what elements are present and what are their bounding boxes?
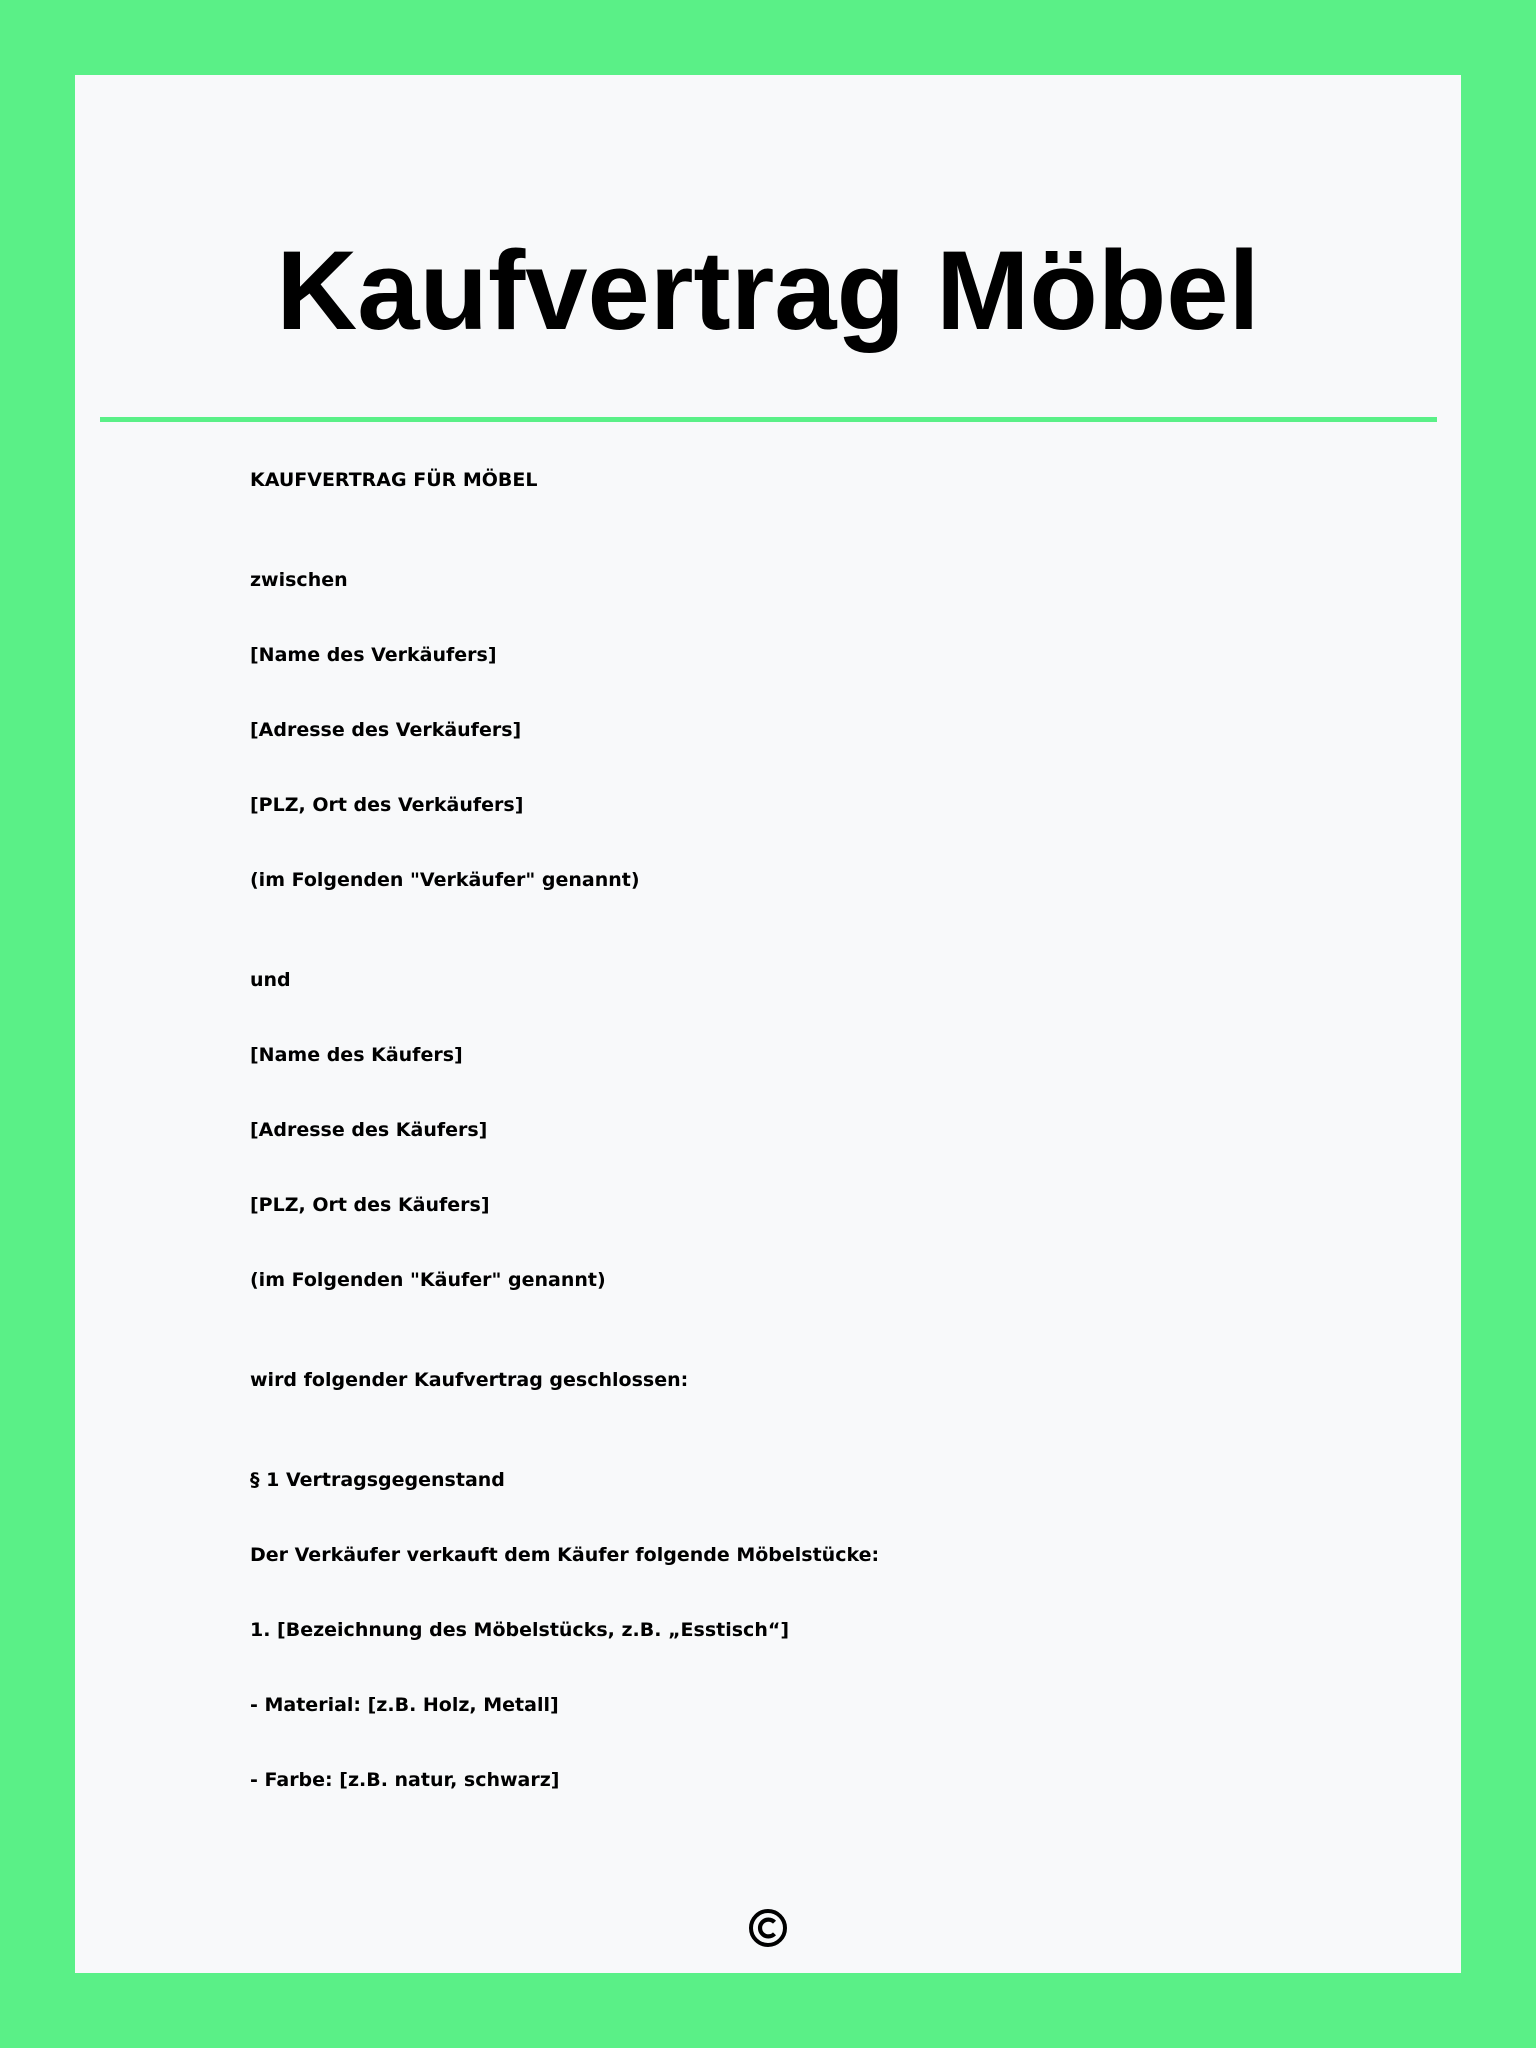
contract-intro: wird folgender Kaufvertrag geschlossen: bbox=[250, 1369, 689, 1391]
buyer-designation: (im Folgenden "Käufer" genannt) bbox=[250, 1269, 606, 1291]
list-item-color: - Farbe: [z.B. natur, schwarz] bbox=[250, 1769, 560, 1791]
list-item: 1. [Bezeichnung des Möbelstücks, z.B. „Esstisch“] bbox=[250, 1619, 790, 1641]
copyright-icon bbox=[748, 1908, 788, 1948]
contract-heading: KAUFVERTRAG FÜR MÖBEL bbox=[250, 469, 538, 491]
document-title: Kaufvertrag Möbel bbox=[276, 228, 1260, 353]
seller-designation: (im Folgenden "Verkäufer" genannt) bbox=[250, 869, 640, 891]
seller-name: [Name des Verkäufers] bbox=[250, 644, 497, 666]
seller-city: [PLZ, Ort des Verkäufers] bbox=[250, 794, 524, 816]
title-divider bbox=[100, 417, 1437, 422]
document-page bbox=[75, 75, 1461, 1973]
between-label: zwischen bbox=[250, 569, 348, 591]
buyer-address: [Adresse des Käufers] bbox=[250, 1119, 488, 1141]
buyer-name: [Name des Käufers] bbox=[250, 1044, 463, 1066]
list-item-material: - Material: [z.B. Holz, Metall] bbox=[250, 1694, 559, 1716]
and-label: und bbox=[250, 969, 291, 991]
section-heading: § 1 Vertragsgegenstand bbox=[250, 1469, 505, 1491]
section-text: Der Verkäufer verkauft dem Käufer folgende Möbelstücke: bbox=[250, 1544, 880, 1566]
buyer-city: [PLZ, Ort des Käufers] bbox=[250, 1194, 490, 1216]
seller-address: [Adresse des Verkäufers] bbox=[250, 719, 522, 741]
